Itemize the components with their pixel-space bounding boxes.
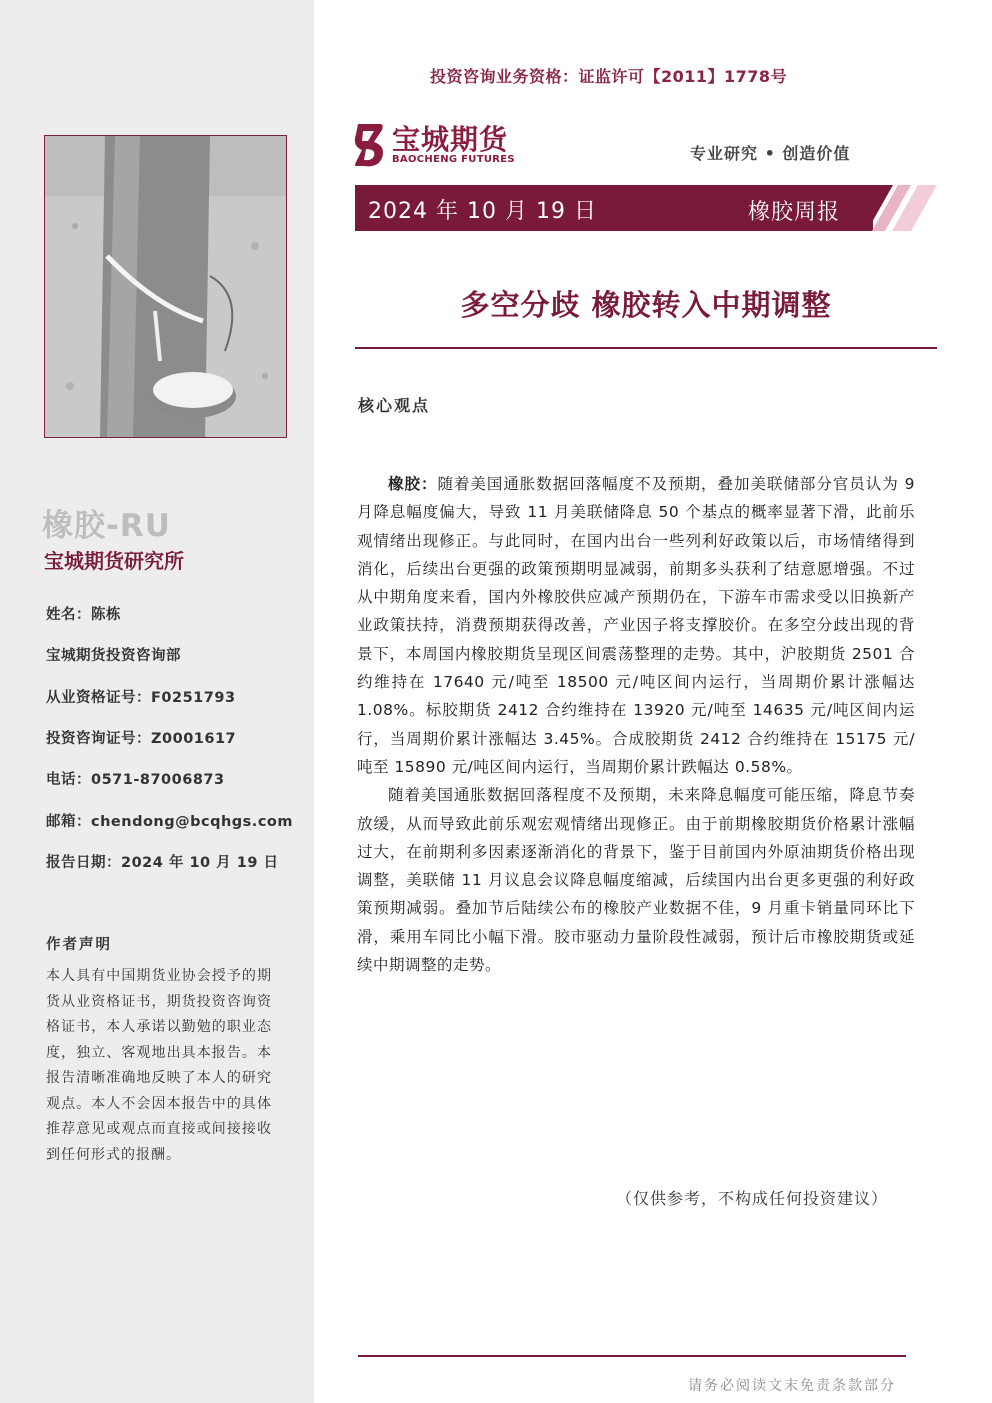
qualification-number: 从业资格证号：F0251793 <box>46 690 236 706</box>
paragraph-lead: 橡胶： <box>388 475 438 493</box>
title-divider <box>355 347 937 349</box>
disclaimer: （仅供参考，不构成任何投资建议） <box>616 1189 889 1208</box>
baocheng-logo-icon <box>352 122 386 168</box>
report-type: 橡胶周报 <box>748 200 841 225</box>
report-title: 多空分歧 橡胶转入中期调整 <box>460 288 832 322</box>
department: 宝城期货投资咨询部 <box>46 648 181 664</box>
declaration-title: 作者声明 <box>46 937 112 953</box>
consulting-number: 投资咨询证号：Z0001617 <box>46 731 237 747</box>
body-paragraph-2: 随着美国通胀数据回落程度不及预期，未来降息幅度可能压缩，降息节奏放缓，从而导致此前乐观宏观情绪出现修正。由于前期橡胶期货价格累计涨幅过大，在前期利多因素逐渐消化的背景下，鉴于目前国内外原油期货价格出现调整，美联储 11 月议息会议降息幅度缩减，后续国内出台更多更强的利好政策预期减弱。叠加节后陆续公布的橡胶产业数据不佳，9 月重卡销量同环比下滑，乘用车同比小幅下滑。胶市驱动力量阶段性减弱，预计后市橡胶期货或延续中期调整的走势。 <box>357 786 915 975</box>
cover-photo-rubber-tree <box>44 135 287 438</box>
report-date: 报告日期：2024 年 10 月 19 日 <box>46 855 279 871</box>
report-body <box>357 470 915 979</box>
section-heading: 核心观点 <box>358 396 431 415</box>
phone: 电话：0571-87006873 <box>46 772 225 788</box>
logo-chinese: 宝城期货 <box>392 123 509 156</box>
declaration-text: 本人具有中国期货业协会授予的期货从业资格证书，期货投资咨询资格证书，本人承诺以勤勉的职业态度，独立、客观地出具本报告。本报告清晰准确地反映了本人的研究观点。本人不会因本报告中的具体推荐意见或观点而直接或间接接收到任何形式的报酬。 <box>46 968 272 1163</box>
slogan: 专业研究 • 创造价值 <box>690 144 851 163</box>
footer-divider <box>358 1355 906 1357</box>
product-code: 橡胶-RU <box>42 508 171 544</box>
logo-english: BAOCHENG FUTURES <box>392 154 515 165</box>
license-text: 投资咨询业务资格：证监许可【2011】1778号 <box>430 67 788 86</box>
paragraph-1-text: 随着美国通胀数据回落幅度不及预期，叠加美联储部分官员认为 9 月降息幅度偏大，导致 11 月美联储降息 50 个基点的概率显著下滑，此前乐观情绪出现修正。与此同时，在国内出台一些列利好政策以后，市场情绪得到消化，后续出台更强的政策预期明显减弱，前期多头获利了结意愿增强。不过从中期角度来看，国内外橡胶供应减产预期仍在，下游车市需求受以旧换新产业政策扶持，消费预期获得改善，产业因子将支撑胶价。在多空分歧出现的背景下，本周国内橡胶期货呈现区间震荡整理的走势。其中，沪胶期货 2501 合约维持在 17640 元/吨至 18500 元/吨区间内运行，当周期价累计涨幅达 1.08%。标胶期货 2412 合约维持在 13920 元/吨至 14635 元/吨区间内运行，当周期价累计涨幅达 3.45%。合成胶期货 2412 合约维持在 15175 元/吨至 15890 元/吨区间内运行，当周期价累计跌幅达 0.58%。 <box>357 475 915 776</box>
footer-note: 请务必阅读文末免责条款部分 <box>688 1378 896 1394</box>
email: 邮箱：chendong@bcqhgs.com <box>46 814 293 830</box>
analyst-name: 姓名：陈栋 <box>46 607 121 623</box>
institute-name: 宝城期货研究所 <box>44 549 184 573</box>
body-paragraph-1 <box>357 470 915 781</box>
banner-date: 2024 年 10 月 19 日 <box>368 199 597 224</box>
